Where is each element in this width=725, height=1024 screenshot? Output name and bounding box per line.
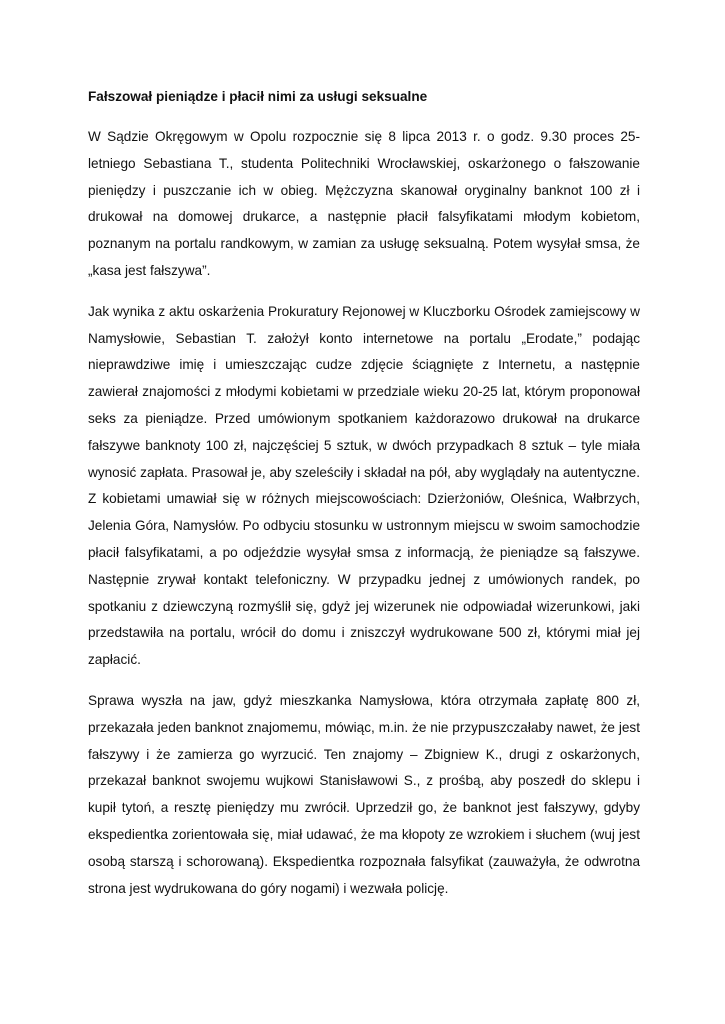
paragraph-discovery: Sprawa wyszła na jaw, gdyż mieszkanka Namysłowa, która otrzymała zapłatę 800 zł, przekazała jeden banknot znajomemu, mówiąc, m.in. że nie przypuszczałaby nawet, że jest fałszywy i że zamierza go wyrzucić. Ten znajomy – Zbigniew K., drugi z oskarżonych, przekazał banknot swojemu wujkowi Stanisławowi S., z prośbą, aby poszedł do sklepu i kupił tytoń, a resztę pieniędzy mu zwrócił. Uprzedził go, że banknot jest fałszywy, gdyby ekspedientka zorientowała się, miał udawać, że ma kłopoty ze wzrokiem i słuchem (wuj jest osobą starszą i schorowaną). Ekspedientka rozpoznała falsyfikat (zauważyła, że odwrotna strona jest wydrukowana do góry nogami) i wezwała policję. (88, 692, 640, 896)
article-title: Fałszował pieniądze i płacił nimi za usługi seksualne (88, 89, 428, 104)
paragraph-intro: W Sądzie Okręgowym w Opolu rozpocznie się 8 lipca 2013 r. o godz. 9.30 proces 25-letniego Sebastiana T., studenta Politechniki Wrocławskiej, oskarżonego o fałszowanie pieniędzy i puszczanie ich w obieg. Mężczyzna skanował oryginalny banknot 100 zł i drukował na domowej drukarce, a następnie płacił falsyfikatami młodym kobietom, poznanym na portalu randkowym, w zamian za usługę seksualną. Potem wysyłał smsa, że „kasa jest fałszywa”. (88, 129, 640, 278)
paragraph-indictment: Jak wynika z aktu oskarżenia Prokuratury Rejonowej w Kluczborku Ośrodek zamiejscowy w Namysłowie, Sebastian T. założył konto internetowe na portalu „Erodate,” podając nieprawdziwe imię i umieszczając cudze zdjęcie ściągnięte z Internetu, a następnie zawierał znajomości z młodymi kobietami w przedziale wieku 20-25 lat, którym proponował seks za pieniądze. Przed umówionym spotkaniem każdorazowo drukował na drukarce fałszywe banknoty 100 zł, najczęściej 5 sztuk, w dwóch przypadkach 8 sztuk – tyle miała wynosić zapłata. Prasował je, aby szeleściły i składał na pół, aby wyglądały na autentyczne. Z kobietami umawiał się w różnych miejscowościach: Dzierżoniów, Oleśnica, Wałbrzych, Jelenia Góra, Namysłów. Po odbyciu stosunku w ustronnym miejscu w swoim samochodzie płacił falsyfikatami, a po odjeździe wysyłał smsa z informacją, że pieniądze są fałszywe. Następnie zrywał kontakt telefoniczny. W przypadku jednej z umówionych randek, po spotkaniu z dziewczyną rozmyślił się, gdyż jej wizerunek nie odpowiadał wizerunkowi, jaki przedstawiła na portalu, wrócił do domu i zniszczył wydrukowane 500 zł, którymi miał jej zapłacić. (88, 303, 640, 668)
document-body (88, 84, 640, 916)
